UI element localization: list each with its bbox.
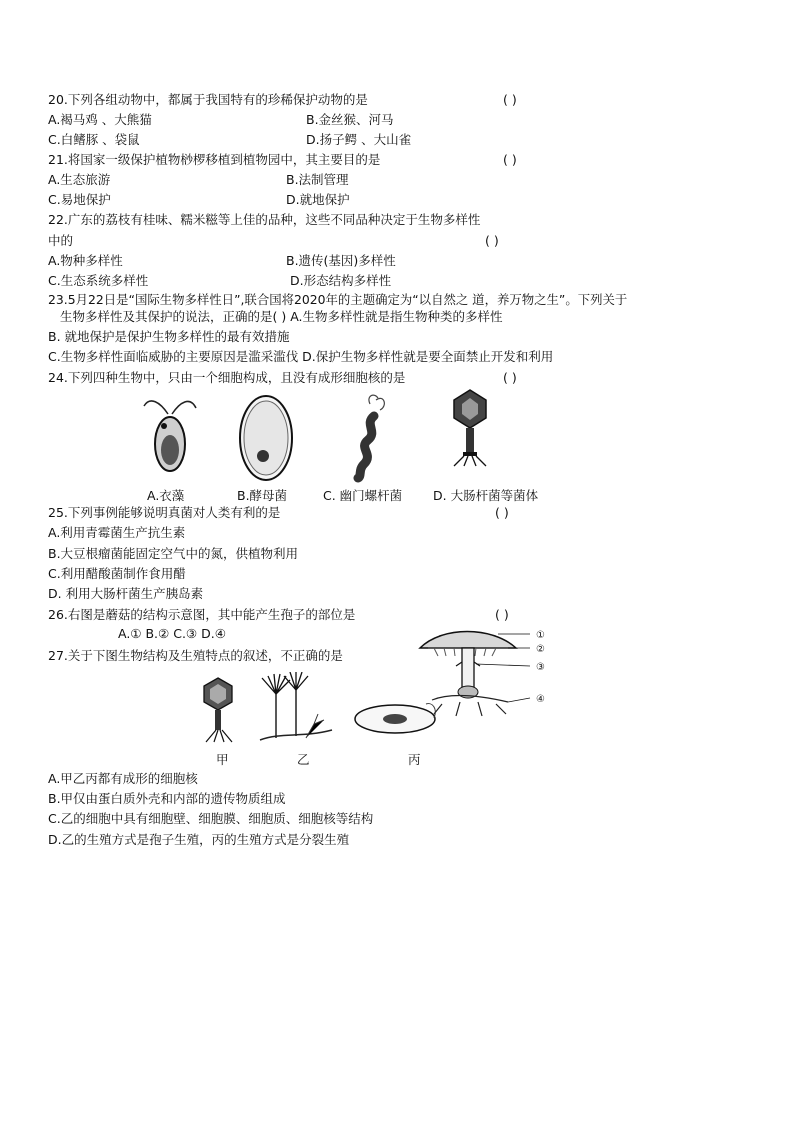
option-d: D.扬子鳄 、大山雀 [306, 132, 412, 147]
question-22-stem-line2: 中的 [48, 233, 74, 248]
bacterium-figure-bing [350, 698, 440, 740]
option-b: B.甲仅由蛋白质外壳和内部的遗传物质组成 [48, 791, 286, 806]
options-inline: A.① B.② C.③ D.④ [118, 626, 226, 641]
figure-caption-c: C. 幽门螺杆菌 [323, 488, 403, 503]
figure-label-yi: 乙 [297, 752, 310, 767]
question-21-stem: 21.将国家一级保护植物桫椤移植到植物园中，其主要目的是 [48, 152, 381, 167]
option-d: D.形态结构多样性 [290, 273, 392, 288]
answer-paren: ( ) [495, 505, 509, 520]
figure-label-bing: 丙 [408, 752, 421, 767]
option-a: A.物种多样性 [48, 253, 123, 268]
option-a: A.利用青霉菌生产抗生素 [48, 525, 186, 540]
answer-paren: ( ) [485, 233, 499, 248]
option-b: B.金丝猴、河马 [306, 112, 394, 127]
question-24-stem: 24.下列四种生物中，只由一个细胞构成，且没有成形细胞核的是 [48, 370, 406, 385]
question-23-stem-line2: 生物多样性及其保护的说法，正确的是( ) A.生物多样性就是指生物种类的多样性 [60, 309, 503, 324]
option-c-d: C.生物多样性面临威胁的主要原因是滥采滥伐 D.保护生物多样性就是要全面禁止开发和利用 [48, 349, 554, 364]
option-b: B. 就地保护是保护生物多样性的最有效措施 [48, 329, 290, 344]
answer-paren: ( ) [495, 607, 509, 622]
figure-label-jia: 甲 [216, 752, 229, 767]
option-d: D.乙的生殖方式是孢子生殖，丙的生殖方式是分裂生殖 [48, 832, 350, 847]
option-b: B.法制管理 [286, 172, 349, 187]
phage-figure-jia [196, 676, 240, 746]
question-26-stem: 26.右图是蘑菇的结构示意图，其中能产生孢子的部位是 [48, 607, 356, 622]
option-a: A.生态旅游 [48, 172, 111, 187]
mushroom-label-4: ④ [536, 694, 545, 705]
option-d: D.就地保护 [286, 192, 350, 207]
option-c: C.易地保护 [48, 192, 111, 207]
option-c: C.白鳍豚 、袋鼠 [48, 132, 140, 147]
figure-caption-b: B.酵母菌 [237, 488, 288, 503]
question-23-stem-line1: 23.5月22日是“国际生物多样性日”,联合国将2020年的主题确定为“以自然之 道，养万物之生”。下列关于 [48, 292, 628, 307]
chlamydomonas-figure [140, 392, 200, 482]
bacteriophage-figure [446, 388, 494, 468]
option-b: B.大豆根瘤菌能固定空气中的氮，供植物利用 [48, 546, 299, 561]
figure-caption-d: D. 大肠杆菌等菌体 [433, 488, 539, 503]
option-c: C.乙的细胞中具有细胞壁、细胞膜、细胞质、细胞核等结构 [48, 811, 374, 826]
question-20-stem: 20.下列各组动物中，都属于我国特有的珍稀保护动物的是 [48, 92, 368, 107]
yeast-figure [236, 392, 296, 484]
mushroom-label-2: ② [536, 644, 545, 655]
mushroom-label-3: ③ [536, 662, 545, 673]
question-25-stem: 25.下列事例能够说明真菌对人类有利的是 [48, 505, 281, 520]
option-a: A.甲乙丙都有成形的细胞核 [48, 771, 198, 786]
helicobacter-figure [344, 392, 394, 484]
mold-figure-yi [252, 672, 336, 748]
option-b: B.遗传(基因)多样性 [286, 253, 396, 268]
option-c: C.利用醋酸菌制作食用醋 [48, 566, 186, 581]
question-27-stem: 27.关于下图生物结构及生殖特点的叙述，不正确的是 [48, 648, 343, 663]
answer-paren: ( ) [503, 92, 517, 107]
question-22-stem-line1: 22.广东的荔枝有桂味、糯米糍等上佳的品种，这些不同品种决定于生物多样性 [48, 212, 481, 227]
option-d: D. 利用大肠杆菌生产胰岛素 [48, 586, 204, 601]
option-a: A.褐马鸡 、大熊猫 [48, 112, 152, 127]
mushroom-label-1: ① [536, 630, 545, 641]
option-c: C.生态系统多样性 [48, 273, 149, 288]
answer-paren: ( ) [503, 152, 517, 167]
figure-caption-a: A.衣藻 [147, 488, 185, 503]
answer-paren: ( ) [503, 370, 517, 385]
